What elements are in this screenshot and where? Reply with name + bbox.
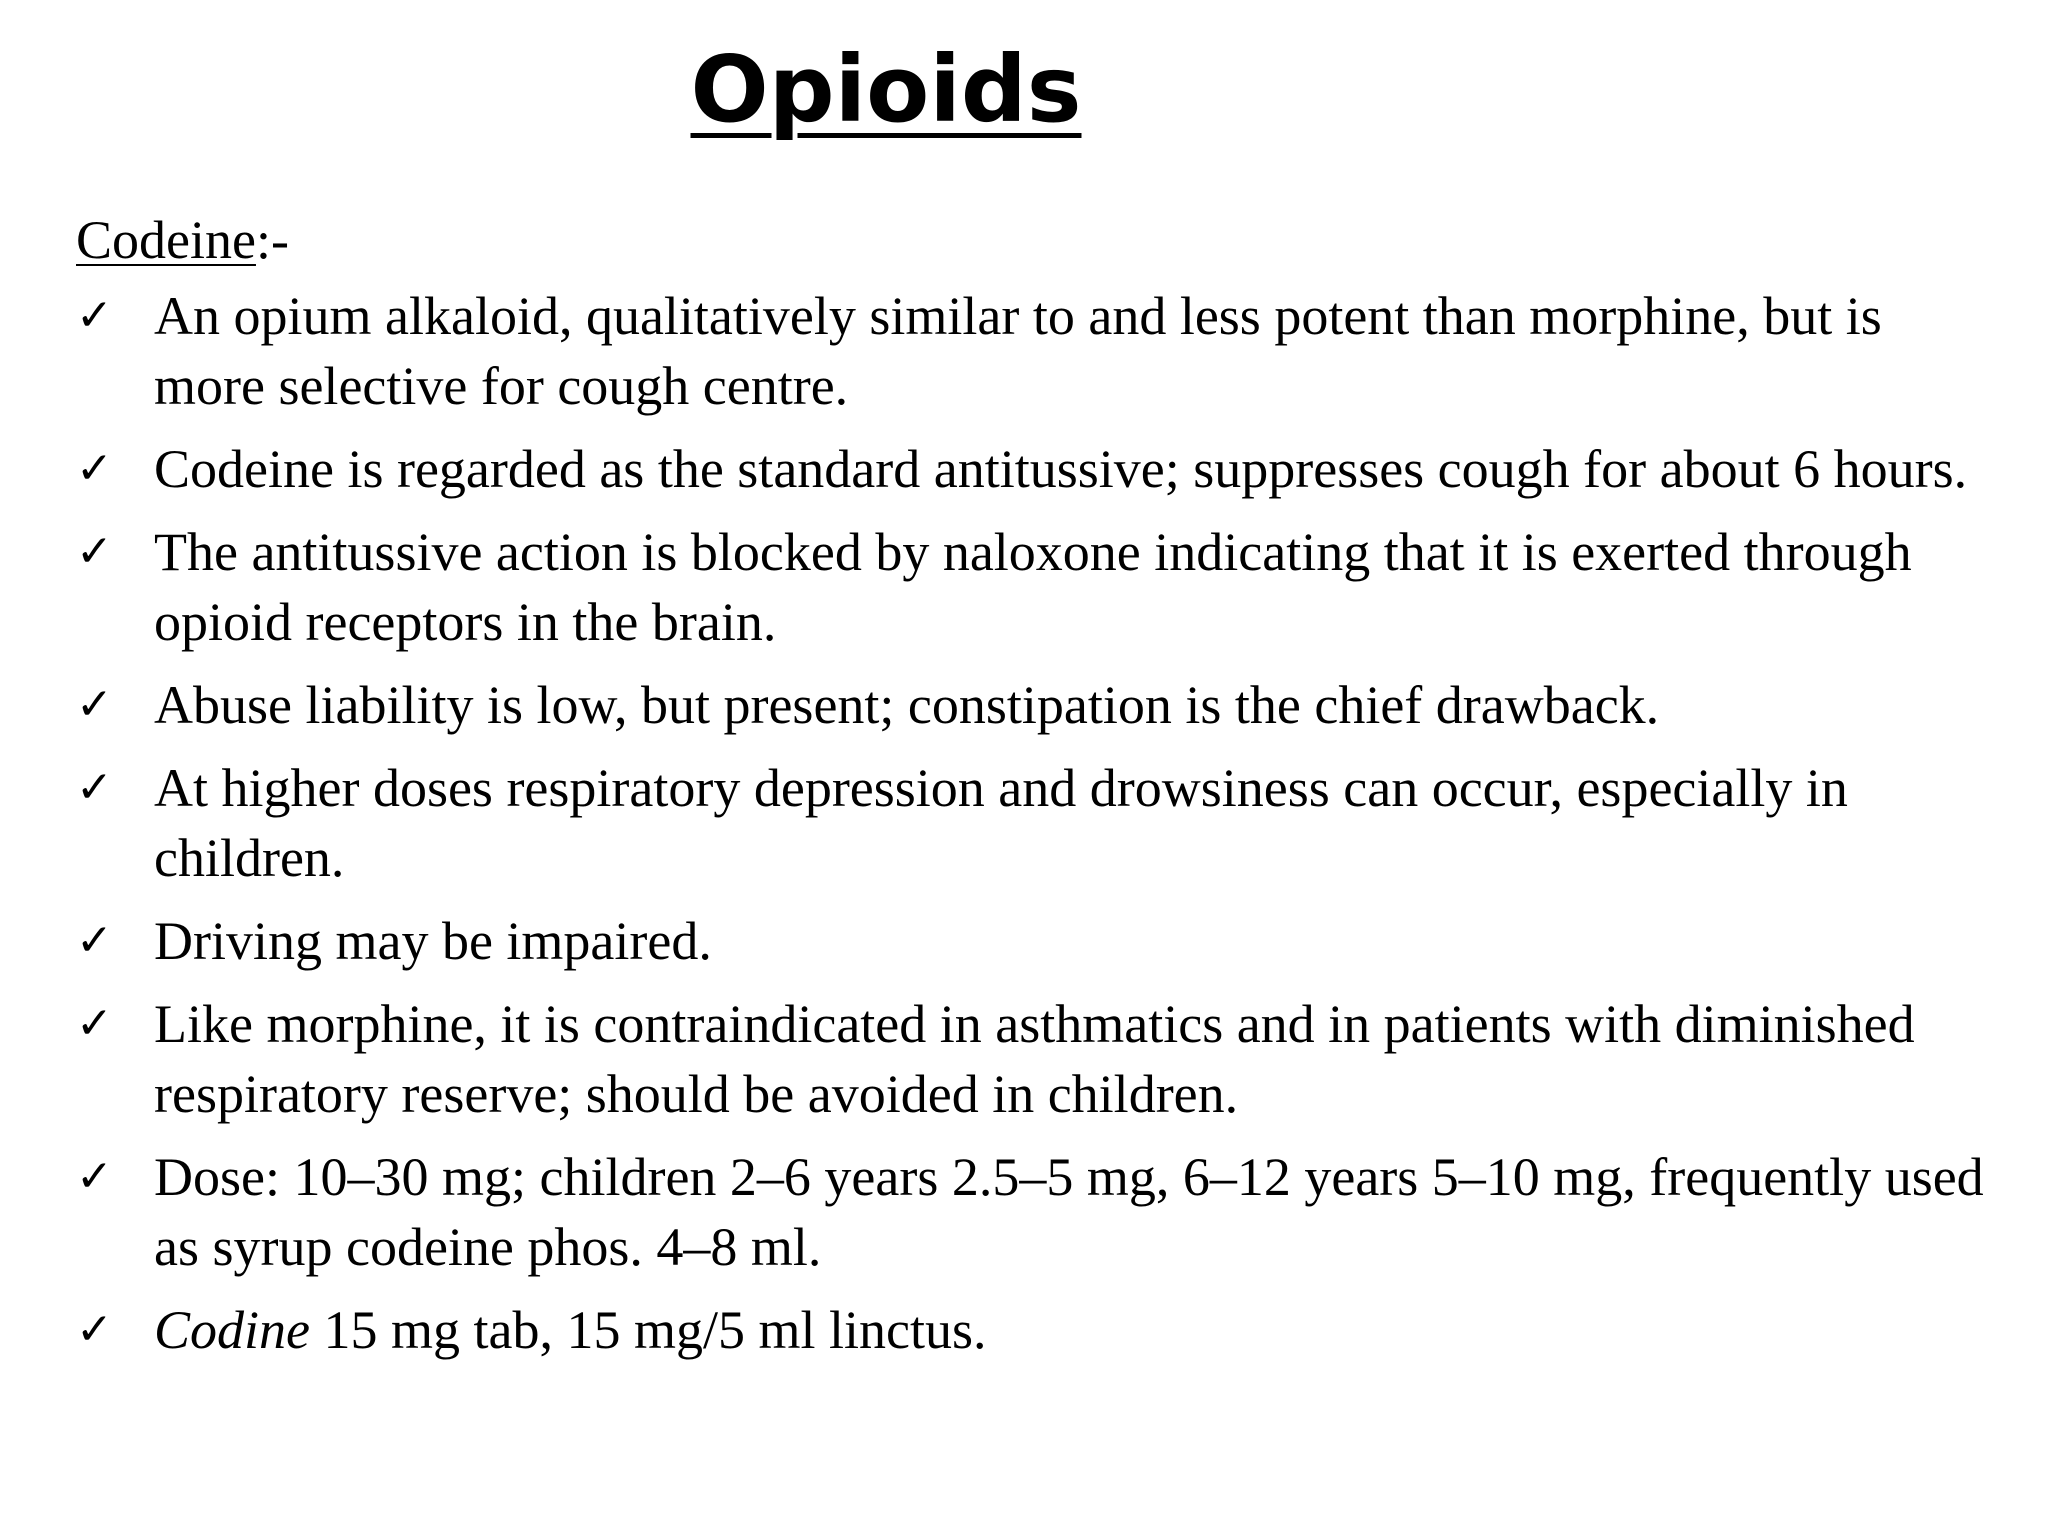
list-item bbox=[76, 434, 1996, 504]
list-item bbox=[76, 906, 1996, 976]
check-icon: ✓ bbox=[76, 998, 113, 1049]
list-item-text-rest: 15 mg tab, 15 mg/5 ml linctus. bbox=[310, 1300, 987, 1360]
list-item-text: Like morphine, it is contraindicated in asthmatics and in patients with diminished respiratory reserve; should be avoided in children. bbox=[154, 994, 1915, 1124]
list-item-text: Abuse liability is low, but present; constipation is the chief drawback. bbox=[154, 675, 1660, 735]
bullet-list bbox=[76, 281, 1996, 1365]
list-item bbox=[76, 1142, 1996, 1282]
list-item bbox=[76, 670, 1996, 740]
check-icon: ✓ bbox=[76, 762, 113, 813]
list-item-text bbox=[154, 1300, 986, 1360]
list-item-text: Driving may be impaired. bbox=[154, 911, 712, 971]
list-item bbox=[76, 753, 1996, 893]
section-heading-label: Codeine bbox=[76, 210, 256, 270]
list-item-text: At higher doses respiratory depression and drowsiness can occur, especially in children. bbox=[154, 758, 1848, 888]
check-icon: ✓ bbox=[76, 679, 113, 730]
page-title: Opioids bbox=[690, 36, 1082, 143]
list-item-text: An opium alkaloid, qualitatively similar to and less potent than morphine, but is more selective for cough centre. bbox=[154, 286, 1882, 416]
check-icon: ✓ bbox=[76, 1304, 113, 1355]
check-icon: ✓ bbox=[76, 290, 113, 341]
list-item bbox=[76, 1295, 1996, 1365]
section-heading-suffix: :- bbox=[255, 210, 289, 270]
check-icon: ✓ bbox=[76, 915, 113, 966]
list-item bbox=[76, 281, 1996, 421]
check-icon: ✓ bbox=[76, 1151, 113, 1202]
list-item bbox=[76, 517, 1996, 657]
list-item-text: Dose: 10–30 mg; children 2–6 years 2.5–5 mg, 6–12 years 5–10 mg, frequently used as syrup codeine phos. 4–8 ml. bbox=[154, 1147, 1984, 1277]
list-item bbox=[76, 989, 1996, 1129]
section-heading bbox=[76, 205, 1996, 281]
list-item-text: Codeine is regarded as the standard antitussive; suppresses cough for about 6 hours. bbox=[154, 439, 1968, 499]
check-icon: ✓ bbox=[76, 526, 113, 577]
check-icon: ✓ bbox=[76, 443, 113, 494]
slide-content bbox=[76, 205, 1996, 1378]
brand-name: Codine bbox=[154, 1300, 310, 1360]
list-item-text: The antitussive action is blocked by naloxone indicating that it is exerted through opioid receptors in the brain. bbox=[154, 522, 1912, 652]
